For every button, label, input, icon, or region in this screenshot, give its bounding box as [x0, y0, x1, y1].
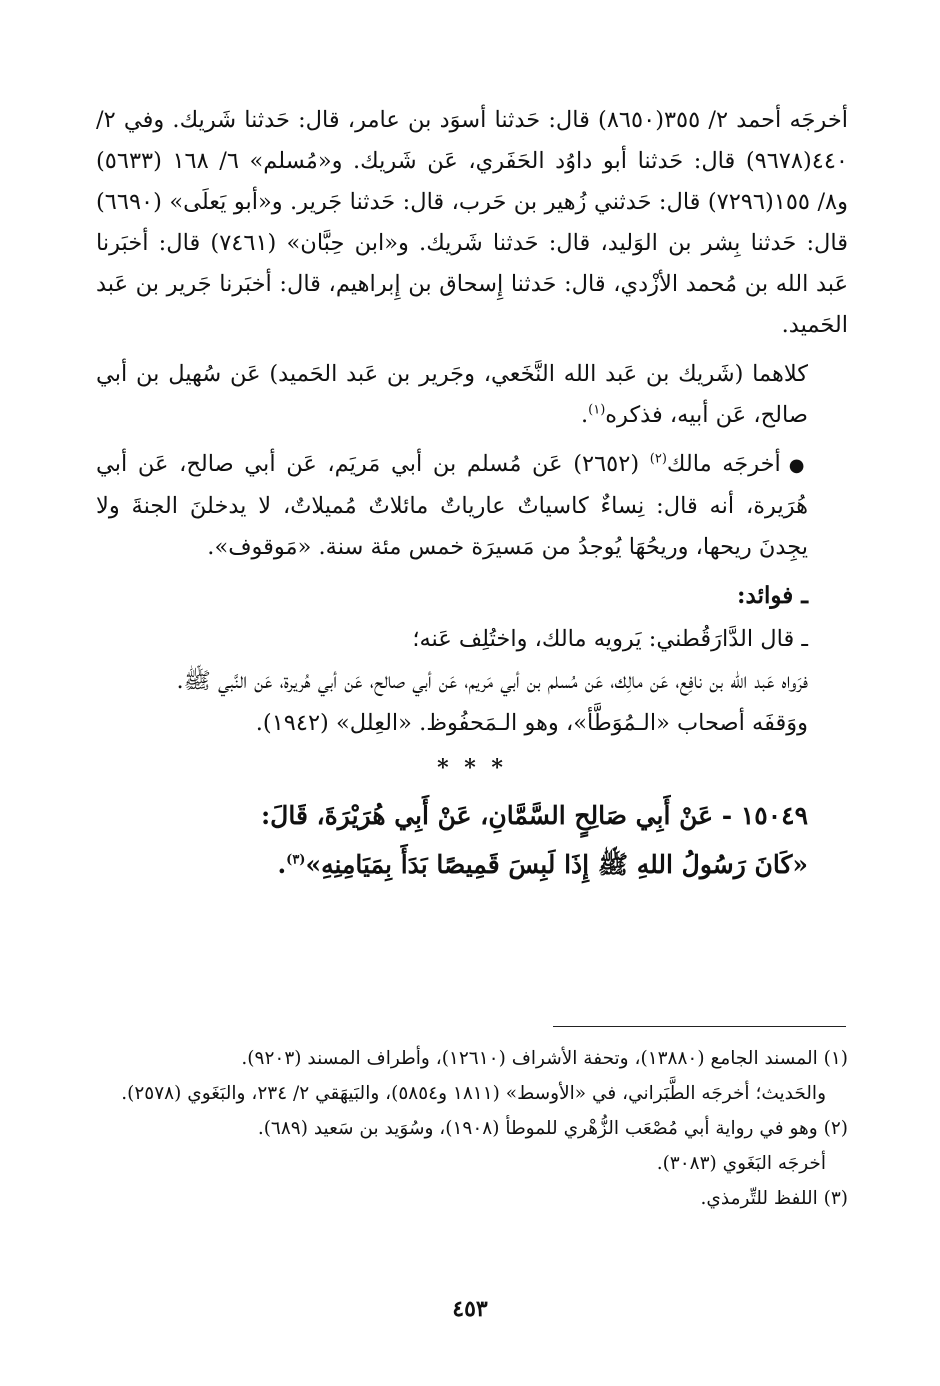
- hadith-number-line: ١٥٠٤٩ - عَنْ أَبِي صَالِحٍ السَّمَّانِ، عَنْ أَبِي هُرَيْرَةَ، قَالَ:: [260, 801, 808, 830]
- footnote-divider: [553, 1026, 846, 1027]
- section-heading: ـ فوائد:: [737, 582, 808, 609]
- hadith-body: «كَانَ رَسُولُ اللهِ ﷺ إِذَا لَبِسَ قَمِيصًا بَدَأَ بِمَيَامِنِهِ»: [305, 850, 808, 879]
- footnote-ref-2: (٢): [649, 451, 667, 467]
- footnote-2-cont: أخرجَه البَغَوي (٣٠٨٣).: [656, 1153, 826, 1174]
- daraqutni-line: ـ قال الدَّارَقُطني: يَرويه مالك، واختُلِف عَنه؛: [412, 626, 808, 652]
- footnote-ref-3: (٣): [286, 852, 306, 868]
- bullet-icon: ●: [788, 455, 808, 476]
- page-number: ٤٥٣: [452, 1296, 488, 1322]
- footnotes: [96, 1041, 848, 1216]
- narration-line: فرَواه عَبد الله بن نافِع، عَن مالِك، عَن مُسلم بن أبي مَريم، عَن أبي صالح، عَن أبي هُريرة، عَن النَّبي ﷺ.: [176, 668, 808, 694]
- main-text: [96, 100, 848, 888]
- hadith-text: [96, 842, 848, 888]
- summary-text: كلاهما (شَريك بن عَبد الله النَّخَعي، وجَرير بن عَبد الحَميد) عَن سُهيل بن أبي صالح، عَن أبيه، فذكره: [96, 361, 808, 428]
- footnote-2: (٢) وهو في رواية أبي مُصْعَب الزُّهْري للموطأ (١٩٠٨)، وسُوَيد بن سَعيد (٦٨٩).: [257, 1118, 848, 1139]
- paragraph-malik: [96, 444, 848, 568]
- malik-start: أخرجَه مالك: [666, 451, 781, 477]
- paragraph-summary: [96, 354, 848, 436]
- footnote-1: (١) المسند الجامع (١٣٨٨٠)، وتحفة الأشراف (١٢٦١٠)، وأطراف المسند (٩٢٠٣).: [241, 1048, 848, 1069]
- footnote-1-cont: والحَديث؛ أخرجَه الطَّبَراني، في «الأوسط» (١٨١١ و٥٨٥٤)، والبَيهَقي ٢/ ٢٣٤، والبَغَوي (٢٥٧٨).: [121, 1083, 826, 1104]
- hadith-end: .: [277, 850, 287, 879]
- separator-stars: * * *: [437, 755, 507, 781]
- footnote-3: (٣) اللفظ للتِّرمذي.: [700, 1188, 848, 1209]
- summary-end: .: [580, 402, 589, 428]
- paragraph-takhrij: أخرجَه أحمد ٢/ ٣٥٥(٨٦٥٠) قال: حَدثنا أسوَد بن عامر، قال: حَدثنا شَريك. وفي ٢/ ٤٤٠(٩٦٧٨) قال: حَدثنا أبو داوُد الحَفَري، عَن شَريك. و«مُسلم» ٦/ ١٦٨ (٥٦٣٣) و٨/ ١٥٥(٧٢٩٦) قال: حَدثني زُهير بن حَرب، قال: حَدثنا جَرير. و«أبو يَعلَى» (٦٦٩٠) قال: حَدثنا بِشر بن الوَليد، قال: حَدثنا شَريك. و«ابن حِبَّان» (٧٤٦١) قال: أخبَرنا عَبد الله بن مُحمد الأزْدي، قال: حَدثنا إِسحاق بن إِبراهيم، قال: أخبَرنا جَرير بن عَبد الحَميد.: [96, 107, 849, 338]
- malik-rest: (٢٦٥٢) عَن مُسلم بن أبي مَريَم، عَن أبي صالح، عَن أبي هُرَيرة، أنه قال: نِساءٌ كاسياتٌ عارياتٌ مائلاتٌ مُميلاتٌ، لا يدخلنَ الجنةَ ولا يجِدنَ ريحها، وريحُهَا يُوجدُ من مَسيرَة خمس مئة سنة. «مَوقوف».: [96, 451, 808, 560]
- footnote-ref-1: (١): [588, 402, 606, 418]
- mawquf-line: ووَقفَه أصحاب «الـمُوَطَّأ»، وهو الـمَحفُوظ. «العِلل» (١٩٤٢).: [255, 710, 808, 736]
